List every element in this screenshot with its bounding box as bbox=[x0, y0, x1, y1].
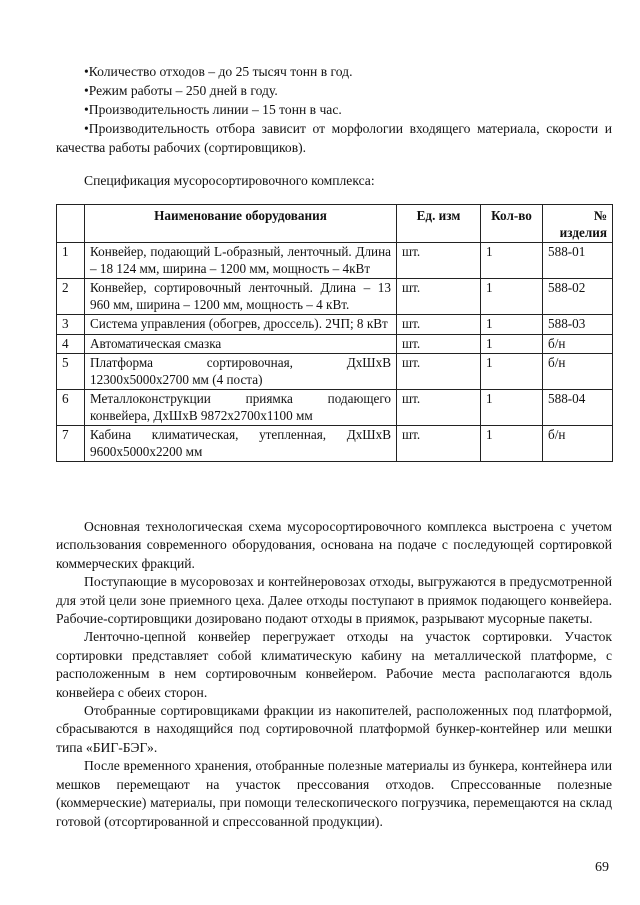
row-unit: шт. bbox=[397, 390, 481, 426]
bullet-list bbox=[56, 62, 612, 157]
row-unit: шт. bbox=[397, 426, 481, 462]
header-num bbox=[57, 205, 85, 243]
header-name: Наименование оборудования bbox=[85, 205, 397, 243]
table-row bbox=[57, 243, 613, 279]
table-row bbox=[57, 426, 613, 462]
paragraph: После временного хранения, отобранные полезные материалы из бункера, контейнера или мешков перемещают на участок прессования отходов. Спрессованные полезные (коммерческие) материалы, при помощи телескопического погрузчика, перемещаются на склад готовой (отсортированной и спрессованной продукции). bbox=[56, 758, 612, 829]
body-text bbox=[56, 518, 612, 831]
row-unit: шт. bbox=[397, 279, 481, 315]
table-row bbox=[57, 390, 613, 426]
row-qty: 1 bbox=[481, 426, 543, 462]
table-row bbox=[57, 334, 613, 354]
row-num: 6 bbox=[57, 390, 85, 426]
row-qty: 1 bbox=[481, 243, 543, 279]
table-row bbox=[57, 315, 613, 335]
paragraph: Ленточно-цепной конвейер перегружает отходы на участок сортировки. Участок сортировки представляет собой климатическую кабину на металлической платформе, с расположенным в нем сортировочным конвейером. Рабочие места располагаются вдоль конвейера с обеих сторон. bbox=[56, 629, 612, 700]
page-number: 69 bbox=[595, 860, 609, 875]
row-item: 588-02 bbox=[543, 279, 613, 315]
header-item: № изделия bbox=[543, 205, 613, 243]
row-item: 588-01 bbox=[543, 243, 613, 279]
bullet-item: •Режим работы – 250 дней в году. bbox=[84, 83, 278, 98]
row-unit: шт. bbox=[397, 334, 481, 354]
row-qty: 1 bbox=[481, 334, 543, 354]
paragraph: Отобранные сортировщиками фракции из накопителей, расположенных под платформой, сбрасываются в находящийся под сортировочной платформой бункер-контейнер или мешки типа «БИГ-БЭГ». bbox=[56, 703, 612, 755]
header-unit: Ед. изм bbox=[397, 205, 481, 243]
header-qty: Кол-во bbox=[481, 205, 543, 243]
row-item: б/н bbox=[543, 426, 613, 462]
row-qty: 1 bbox=[481, 315, 543, 335]
row-qty: 1 bbox=[481, 390, 543, 426]
paragraph: Основная технологическая схема мусоросортировочного комплекса выстроена с учетом использования современного оборудования, основана на подаче с последующей сортировкой коммерческих фракций. bbox=[56, 519, 612, 571]
row-item: 588-04 bbox=[543, 390, 613, 426]
bullet-item: •Производительность отбора зависит от морфологии входящего материала, скорости и качества работы рабочих (сортировщиков). bbox=[56, 121, 612, 155]
row-unit: шт. bbox=[397, 315, 481, 335]
row-qty: 1 bbox=[481, 279, 543, 315]
row-qty: 1 bbox=[481, 354, 543, 390]
table-row bbox=[57, 279, 613, 315]
bullet-item: •Количество отходов – до 25 тысяч тонн в год. bbox=[84, 64, 353, 79]
row-name: Металлоконструкции приямка подающего конвейера, ДхШхВ 9872х2700х1100 мм bbox=[85, 390, 397, 426]
row-name: Конвейер, сортировочный ленточный. Длина – 13 960 мм, ширина – 1200 мм, мощность – 4 кВт. bbox=[85, 279, 397, 315]
row-name: Конвейер, подающий L-образный, ленточный. Длина – 18 124 мм, ширина – 1200 мм, мощность – 4кВт bbox=[85, 243, 397, 279]
row-num: 1 bbox=[57, 243, 85, 279]
table-row bbox=[57, 354, 613, 390]
row-num: 2 bbox=[57, 279, 85, 315]
spec-table bbox=[56, 204, 613, 462]
row-unit: шт. bbox=[397, 354, 481, 390]
row-num: 3 bbox=[57, 315, 85, 335]
row-unit: шт. bbox=[397, 243, 481, 279]
row-item: б/н bbox=[543, 334, 613, 354]
table-header-row bbox=[57, 205, 613, 243]
row-item: 588-03 bbox=[543, 315, 613, 335]
row-num: 7 bbox=[57, 426, 85, 462]
row-name: Автоматическая смазка bbox=[85, 334, 397, 354]
row-name: Платформа сортировочная, ДхШхВ 12300х5000х2700 мм (4 поста) bbox=[85, 354, 397, 390]
row-name: Кабина климатическая, утепленная, ДхШхВ 9600х5000х2200 мм bbox=[85, 426, 397, 462]
paragraph: Поступающие в мусоровозах и контейнеровозах отходы, выгружаются в предусмотренной для этой цели зоне приемного цеха. Далее отходы поступают в приямок подающего конвейера. Рабочие-сортировщики дозировано подают отходы в приямок, разрывают мусорные пакеты. bbox=[56, 574, 612, 627]
spec-title: Спецификация мусоросортировочного комплекса: bbox=[84, 173, 375, 188]
bullet-item: •Производительность линии – 15 тонн в час. bbox=[84, 102, 342, 117]
row-num: 4 bbox=[57, 334, 85, 354]
row-item: б/н bbox=[543, 354, 613, 390]
row-num: 5 bbox=[57, 354, 85, 390]
row-name: Система управления (обогрев, дроссель). 2ЧП; 8 кВт bbox=[85, 315, 397, 335]
